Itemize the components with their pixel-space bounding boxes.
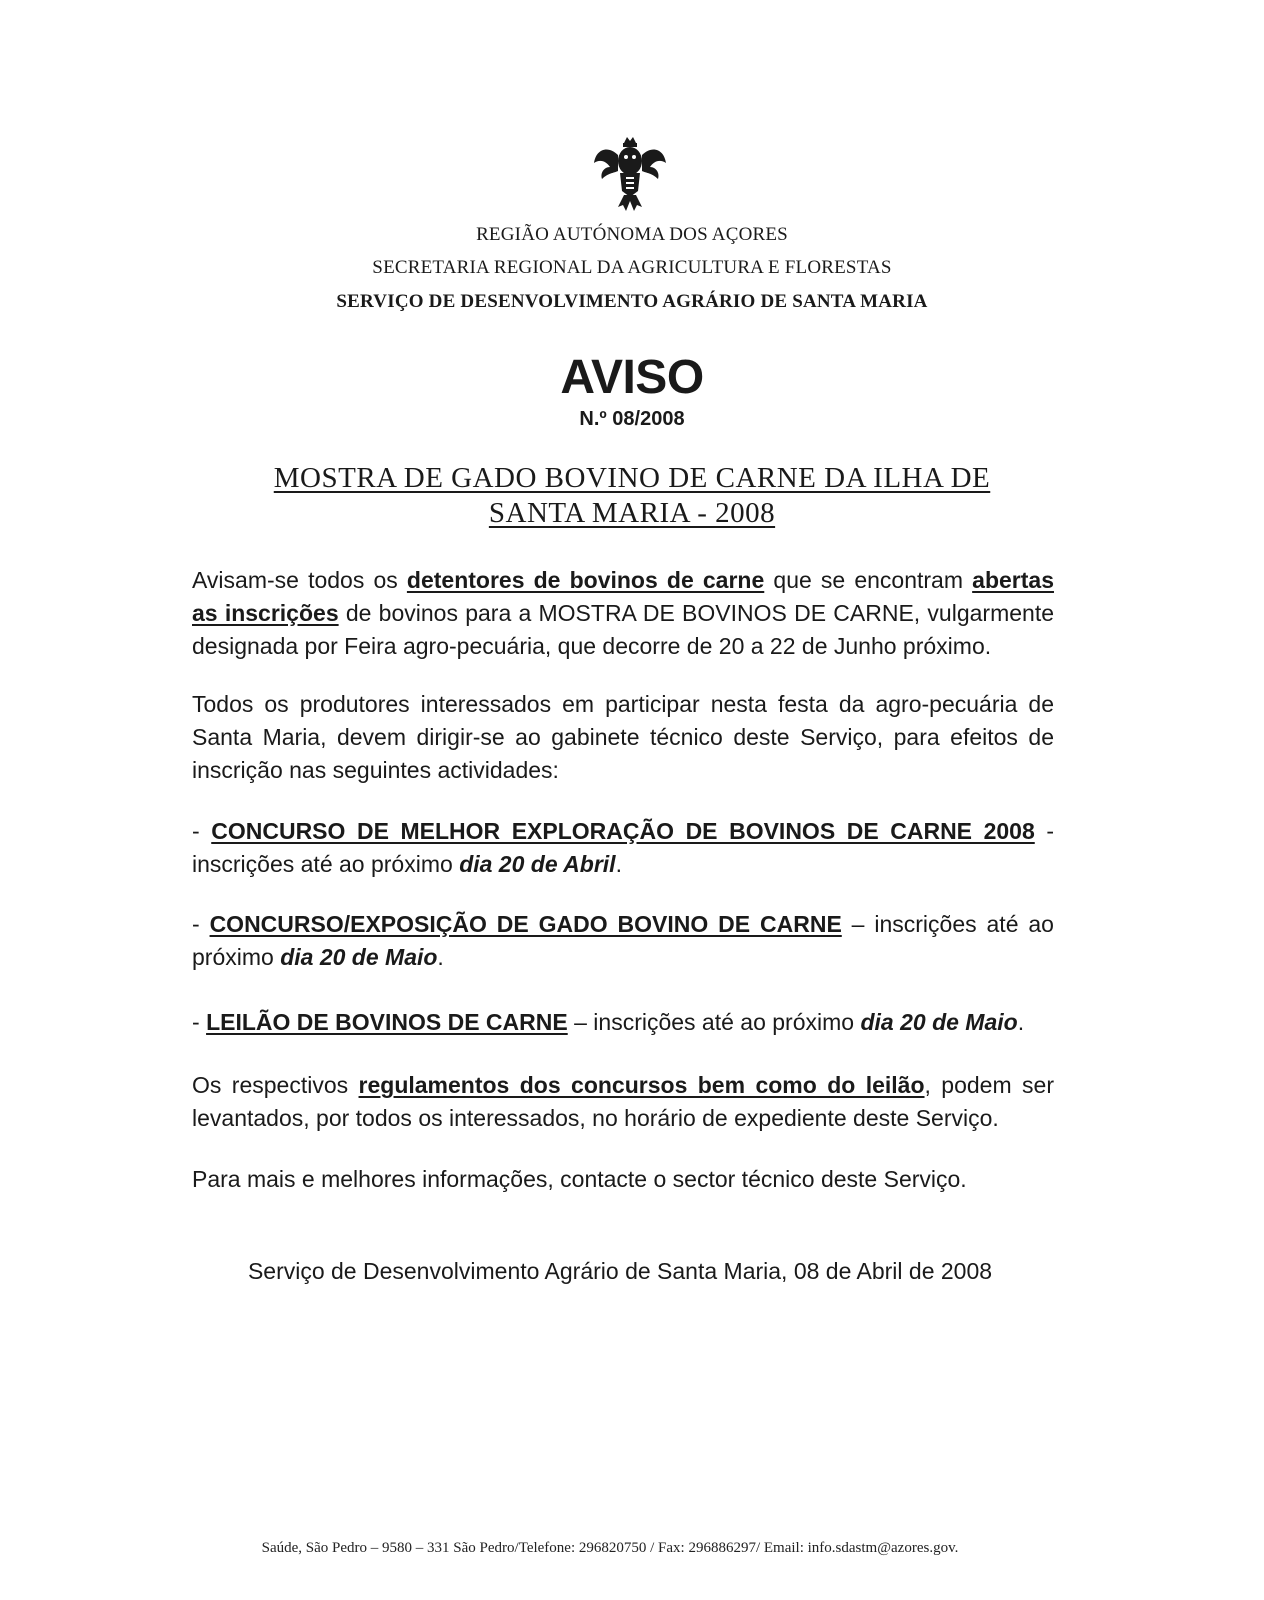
paragraph-contact: Para mais e melhores informações, contacte o sector técnico deste Serviço. — [192, 1166, 967, 1192]
paragraph-producers: Todos os produtores interessados em participar nesta festa da agro-pecuária de Santa Maria, devem dirigir-se ao gabinete técnico deste Serviço, para efeitos de inscrição nas seguintes actividades: — [192, 691, 1054, 783]
dash: - — [192, 911, 210, 937]
notice-subject-line2: SANTA MARIA - 2008 — [488, 497, 776, 529]
notice-number: N.º 08/2008 — [579, 408, 685, 430]
text: Os respectivos — [192, 1072, 359, 1098]
text: – inscrições até ao próximo — [567, 1009, 861, 1035]
notice-title: AVISO — [560, 351, 704, 404]
emphasis-registrations-open: abertas as inscrições — [192, 567, 1054, 626]
text: . — [615, 851, 622, 877]
activity-name: LEILÃO DE BOVINOS DE CARNE — [206, 1009, 568, 1035]
header-region: REGIÃO AUTÓNOMA DOS AÇORES — [476, 224, 788, 245]
deadline-date: dia 20 de Maio — [280, 944, 438, 970]
text: . — [1017, 1009, 1025, 1035]
text: que se encontram — [764, 567, 973, 593]
activity-item-1 — [192, 815, 1054, 881]
emphasis-holders: detentores de bovinos de carne — [406, 567, 765, 593]
closing-place-date: Serviço de Desenvolvimento Agrário de Santa Maria, 08 de Abril de 2008 — [247, 1258, 993, 1284]
text: de bovinos para a MOSTRA DE BOVINOS DE CARNE, vulgarmente designada por Feira agro-pecuária, que decorre de 20 a 22 de Junho próximo. — [192, 600, 1054, 659]
activity-item-2 — [192, 908, 1054, 974]
header-secretariat: SECRETARIA REGIONAL DA AGRICULTURA E FLORESTAS — [372, 257, 892, 278]
text: - inscrições até ao próximo — [192, 818, 1054, 877]
emphasis-regulations: regulamentos dos concursos bem como do leilão — [358, 1072, 925, 1098]
activity-name: CONCURSO DE MELHOR EXPLORAÇÃO DE BOVINOS DE CARNE 2008 — [211, 818, 1035, 844]
paragraph-intro — [192, 564, 1054, 663]
text: . — [437, 944, 444, 970]
text: Avisam-se todos os — [192, 567, 407, 593]
azores-coat-of-arms-icon — [590, 135, 670, 215]
deadline-date: dia 20 de Abril — [459, 851, 616, 877]
header-service: SERVIÇO DE DESENVOLVIMENTO AGRÁRIO DE SANTA MARIA — [336, 291, 928, 312]
paragraph-regulations — [192, 1069, 1054, 1135]
text: , podem ser levantados, por todos os interessados, no horário de expediente deste Serviço. — [192, 1072, 1054, 1131]
activity-item-3 — [192, 1006, 1054, 1039]
notice-subject-line1: MOSTRA DE GADO BOVINO DE CARNE DA ILHA DE — [273, 462, 991, 494]
dash: - — [192, 818, 212, 844]
deadline-date: dia 20 de Maio — [860, 1009, 1018, 1035]
text: – inscrições até ao próximo — [192, 911, 1054, 970]
dash: - — [192, 1009, 207, 1035]
activity-name: CONCURSO/EXPOSIÇÃO DE GADO BOVINO DE CARNE — [209, 911, 842, 937]
footer-contact: Saúde, São Pedro – 9580 – 331 São Pedro/Telefone: 296820750 / Fax: 296886297/ Email: info.sdastm@azores.gov. — [261, 1540, 959, 1556]
